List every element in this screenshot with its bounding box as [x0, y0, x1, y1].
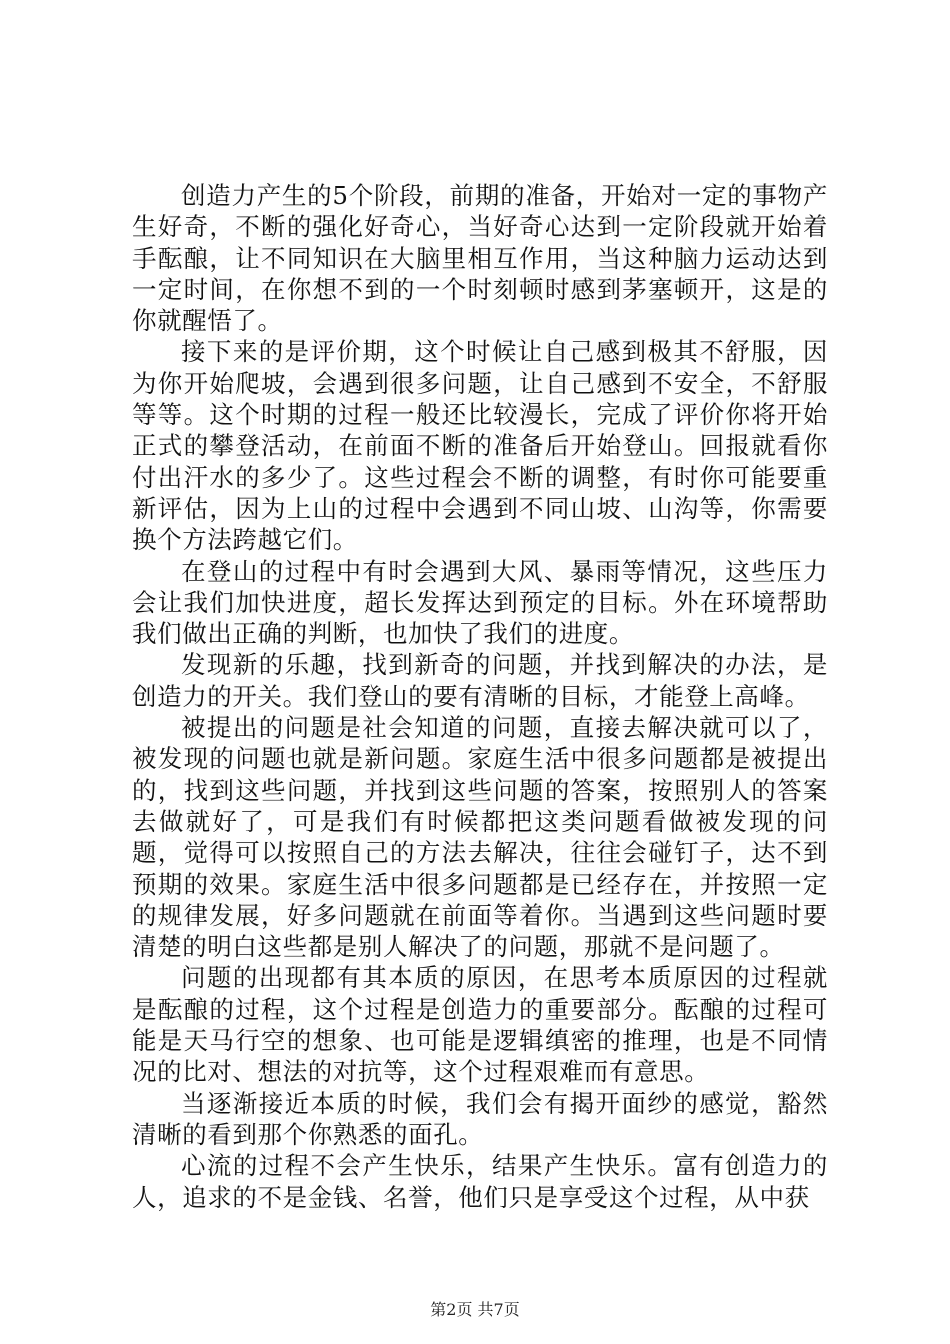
paragraph: 在登山的过程中有时会遇到大风、暴雨等情况，这些压力会让我们加快进度，超长发挥达到预定的目标。外在环境帮助我们做出正确的判断，也加快了我们的进度。	[132, 556, 828, 649]
paragraph: 接下来的是评价期，这个时候让自己感到极其不舒服，因为你开始爬坡，会遇到很多问题，让自己感到不安全，不舒服等等。这个时期的过程一般还比较漫长，完成了评价你将开始正式的攀登活动，在前面不断的准备后开始登山。回报就看你付出汗水的多少了。这些过程会不断的调整，有时你可能要重新评估，因为上山的过程中会遇到不同山坡、山沟等，你需要换个方法跨越它们。	[132, 337, 828, 555]
paragraph: 发现新的乐趣，找到新奇的问题，并找到解决的办法，是创造力的开关。我们登山的要有清晰的目标，才能登上高峰。	[132, 650, 828, 711]
paragraph: 心流的过程不会产生快乐，结果产生快乐。富有创造力的人，追求的不是金钱、名誉，他们只是享受这个过程，从中获	[132, 1151, 828, 1212]
paragraph: 问题的出现都有其本质的原因，在思考本质原因的过程就是酝酿的过程，这个过程是创造力的重要部分。酝酿的过程可能是天马行空的想象、也可能是逻辑缜密的推理，也是不同情况的比对、想法的对抗等，这个过程艰难而有意思。	[132, 963, 828, 1087]
paragraph: 当逐渐接近本质的时候，我们会有揭开面纱的感觉，豁然清晰的看到那个你熟悉的面孔。	[132, 1088, 828, 1149]
paragraph: 创造力产生的5个阶段，前期的准备，开始对一定的事物产生好奇，不断的强化好奇心，当好奇心达到一定阶段就开始着手酝酿，让不同知识在大脑里相互作用，当这种脑力运动达到一定时间，在你想不到的一个时刻顿时感到茅塞顿开，这是的你就醒悟了。	[132, 181, 828, 336]
document-body	[132, 180, 828, 1213]
page-number-footer: 第2页 共7页	[430, 1300, 520, 1319]
paragraph: 被提出的问题是社会知道的问题，直接去解决就可以了，被发现的问题也就是新问题。家庭生活中很多问题都是被提出的，找到这些问题，并找到这些问题的答案，按照别人的答案去做就好了，可是我们有时候都把这类问题看做被发现的问题，觉得可以按照自己的方法去解决，往往会碰钉子，达不到预期的效果。家庭生活中很多问题都是已经存在，并按照一定的规律发展，好多问题就在前面等着你。当遇到这些问题时要清楚的明白这些都是别人解决了的问题，那就不是问题了。	[132, 713, 828, 962]
